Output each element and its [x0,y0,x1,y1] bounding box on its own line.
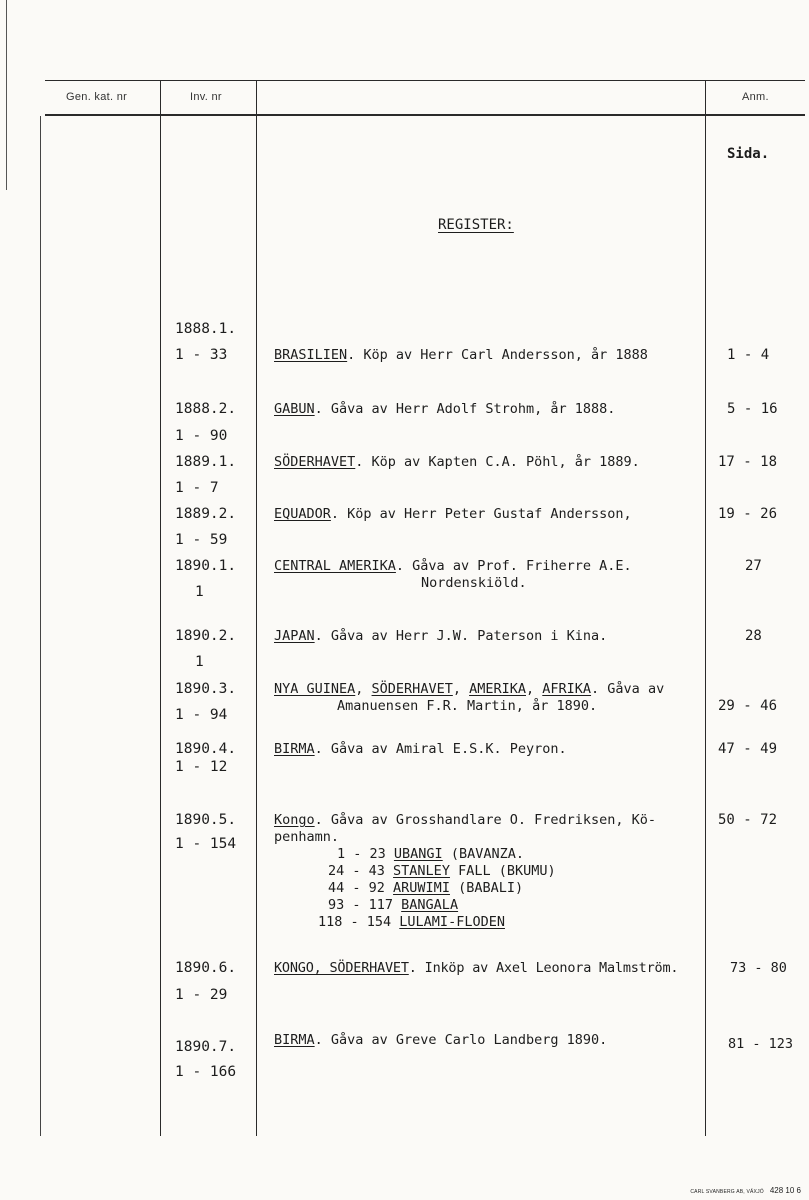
register-title: REGISTER: [438,217,514,233]
entry-place: SÖDERHAVET [274,454,356,470]
entry-text: . Gåva av Greve Carlo Landberg 1890. [314,1032,608,1048]
entry-text: . Gåva av Grosshandlare O. Fredriksen, Kö- [314,812,657,828]
entry-pages: 73 - 80 [730,960,787,976]
sub-name: ARUWIMI [393,880,450,896]
entry-pages: 27 [745,558,762,574]
inv-year: 1890.6. [175,960,237,976]
sub-range: 24 - 43 [328,863,385,879]
entry-birma-landberg [274,1032,607,1049]
sub-name: UBANGI [393,846,443,862]
entry-text: . Köp av Herr Peter Gustaf Andersson, [330,506,632,522]
printer-name: CARL SVANBERG AB, VÄXJÖ [690,1189,764,1195]
inv-year: 1890.7. [175,1039,237,1055]
entry-place: EQUADOR [274,506,331,522]
sub-range: 118 - 154 [318,914,392,930]
entry-place: AFRIKA [542,681,592,697]
sub-rest: FALL (BKUMU) [449,863,556,879]
entry-pages: 1 - 4 [727,347,770,363]
column-divider-left [160,80,161,1136]
entry-soderhavet [274,454,640,471]
sub-range: 1 - 23 [337,846,386,862]
entry-kongo [274,812,656,829]
entry-text: . Gåva av Amiral E.S.K. Peyron. [314,741,567,757]
entry-pages: 81 - 123 [728,1036,794,1052]
entry-place: CENTRAL AMERIKA [274,558,396,574]
kongo-sub-row [337,846,524,863]
entry-place: BRASILIEN [274,347,348,363]
sida-label: Sida. [727,146,770,162]
column-divider-middle [256,80,257,1136]
entry-japan [274,628,607,645]
sub-name: LULAMI-FLODEN [399,914,505,930]
header-anm: Anm. [742,91,769,103]
entry-text: . Gåva av Herr Adolf Strohm, år 1888. [314,401,616,417]
inv-range: 1 - 90 [175,428,228,444]
entry-equador [274,506,632,523]
sub-range: 44 - 92 [328,880,385,896]
inv-range: 1 - 33 [175,347,228,363]
header-inv-nr: Inv. nr [190,91,222,103]
kongo-sub-row [328,897,458,914]
entry-place: Kongo [274,812,315,828]
inv-year: 1890.5. [175,812,237,828]
sub-name: BANGALA [401,897,459,913]
entry-brasilien [274,347,648,364]
inv-year: 1890.2. [175,628,237,644]
entry-text: . Gåva av Herr J.W. Paterson i Kina. [314,628,608,644]
entry-pages: 5 - 16 [727,401,778,417]
inv-range: 1 - 12 [175,759,228,775]
sub-range: 93 - 117 [328,897,394,913]
inv-range: 1 - 94 [175,707,228,723]
entry-gabun [274,401,615,418]
inv-year: 1890.3. [175,681,237,697]
entry-place: AMERIKA [469,681,526,697]
inv-year: 1889.2. [175,506,237,522]
sub-rest: (BABALI) [449,880,524,896]
entry-text: . Inköp av Axel Leonora Malmström. [408,960,679,976]
kongo-sub-row [328,880,523,897]
inv-year: 1889.1. [175,454,237,470]
printer-footer [690,1186,801,1195]
left-edge-line [40,116,41,1136]
inv-range: 1 [195,654,204,670]
year-label: 1888.1. [175,321,237,337]
entry-place: KONGO, SÖDERHAVET [274,960,409,976]
entry-text: . Köp av Kapten C.A. Pöhl, år 1889. [355,454,640,470]
entry-pages: 17 - 18 [718,454,778,470]
kongo-sub-row [328,863,556,880]
entry-pages: 29 - 46 [718,698,778,714]
header-top-rule [45,80,805,81]
entry-kongo-soderhavet [274,960,678,977]
entry-pages: 47 - 49 [718,741,778,757]
header-gen-kat-nr: Gen. kat. nr [66,91,128,103]
inv-range: 1 - 59 [175,532,228,548]
inv-year: 1890.1. [175,558,237,574]
entry-line2: penhamn. [274,829,340,845]
entry-text: . Gåva av [591,681,665,697]
entry-place: JAPAN [274,628,315,644]
entry-birma-peyron [274,741,567,758]
entry-place: GABUN [274,401,315,417]
header-bottom-rule [45,114,805,116]
entry-sep: , [452,681,470,697]
column-divider-right [705,80,706,1136]
sub-name: STANLEY [393,863,450,879]
entry-place: BIRMA [274,741,315,757]
entry-pages: 19 - 26 [718,506,778,522]
inv-range: 1 - 166 [175,1064,237,1080]
entry-line2: Nordenskiöld. [421,575,527,591]
entry-sep: , [355,681,372,697]
entry-text: . Gåva av Prof. Friherre A.E. [395,558,632,574]
form-number: 428 10 6 [769,1186,801,1195]
entry-place: BIRMA [274,1032,315,1048]
sub-rest: (BAVANZA. [442,846,524,862]
entry-text: . Köp av Herr Carl Andersson, år 1888 [347,347,648,363]
entry-nya-guinea [274,681,664,698]
kongo-sub-row [318,914,505,931]
entry-pages: 50 - 72 [718,812,778,828]
inv-range: 1 - 29 [175,987,228,1003]
margin-line [6,0,7,190]
entry-place: SÖDERHAVET [371,681,453,697]
entry-line2: Amanuensen F.R. Martin, år 1890. [337,698,598,714]
entry-place: NYA GUINEA [274,681,356,697]
inv-range: 1 - 154 [175,836,237,852]
inv-range: 1 [195,584,204,600]
entry-pages: 28 [745,628,762,644]
entry-central-amerika [274,558,632,575]
inv-year: 1890.4. [175,741,237,757]
entry-sep: , [526,681,543,697]
inv-range: 1 - 7 [175,480,219,496]
inv-year: 1888.2. [175,401,237,417]
